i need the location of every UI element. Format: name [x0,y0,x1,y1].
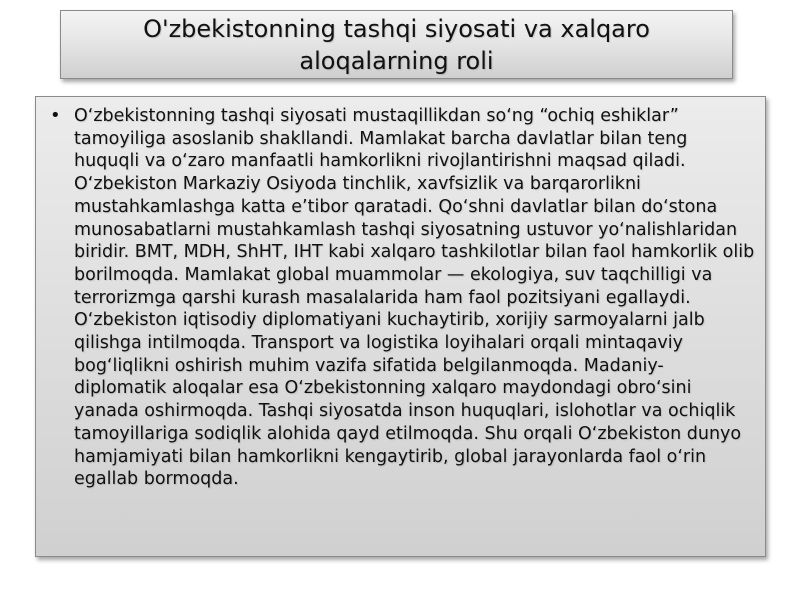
slide-title: O'zbekistonning tashqi siyosati va xalqaro aloqalarning roli [143,14,650,75]
slide-content-box [35,96,766,557]
bullet-item [50,105,755,491]
bullet-icon: • [50,105,61,126]
slide-title-box [60,10,733,79]
bullet-text: O‘zbekistonning tashqi siyosati mustaqillikdan so‘ng “ochiq eshiklar” tamoyiliga asoslanib shakllandi. Mamlakat barcha davlatlar bilan teng huquqli va o‘zaro manfaatli hamkorlikni rivojlantirishni maqsad qiladi. O‘zbekiston Markaziy Osiyoda tinchlik, xavfsizlik va barqarorlikni mustahkamlashga katta e’tibor qaratadi. Qo‘shni davlatlar bilan do‘stona munosabatlarni mustahkamlash tashqi siyosatning ustuvor yo‘nalishlaridan biridir. BMT, MDH, ShHT, IHT kabi xalqaro tashkilotlar bilan faol hamkorlik olib borilmoqda. Mamlakat global muammolar — ekologiya, suv taqchilligi va terrorizmga qarshi kurash masalalarida ham faol pozitsiyani egallaydi. O‘zbekiston iqtisodiy diplomatiyani kuchaytirib, xorijiy sarmoyalarni jalb qilishga intilmoqda. Transport va logistika loyihalari orqali mintaqaviy bog‘liqlikni oshirish muhim vazifa sifatida belgilanmoqda. Madaniy-diplomatik aloqalar esa O‘zbekistonning xalqaro maydondagi obro‘sini yanada oshirmoqda. Tashqi siyosatda inson huquqlari, islohotlar va ochiqlik tamoyillariga sodiqlik alohida qayd etilmoqda. Shu orqali O‘zbekiston dunyo hamjamiyati bilan hamkorlikni kengaytirib, global jarayonlarda faol o‘rin egallab bormoqda. [74,106,755,490]
